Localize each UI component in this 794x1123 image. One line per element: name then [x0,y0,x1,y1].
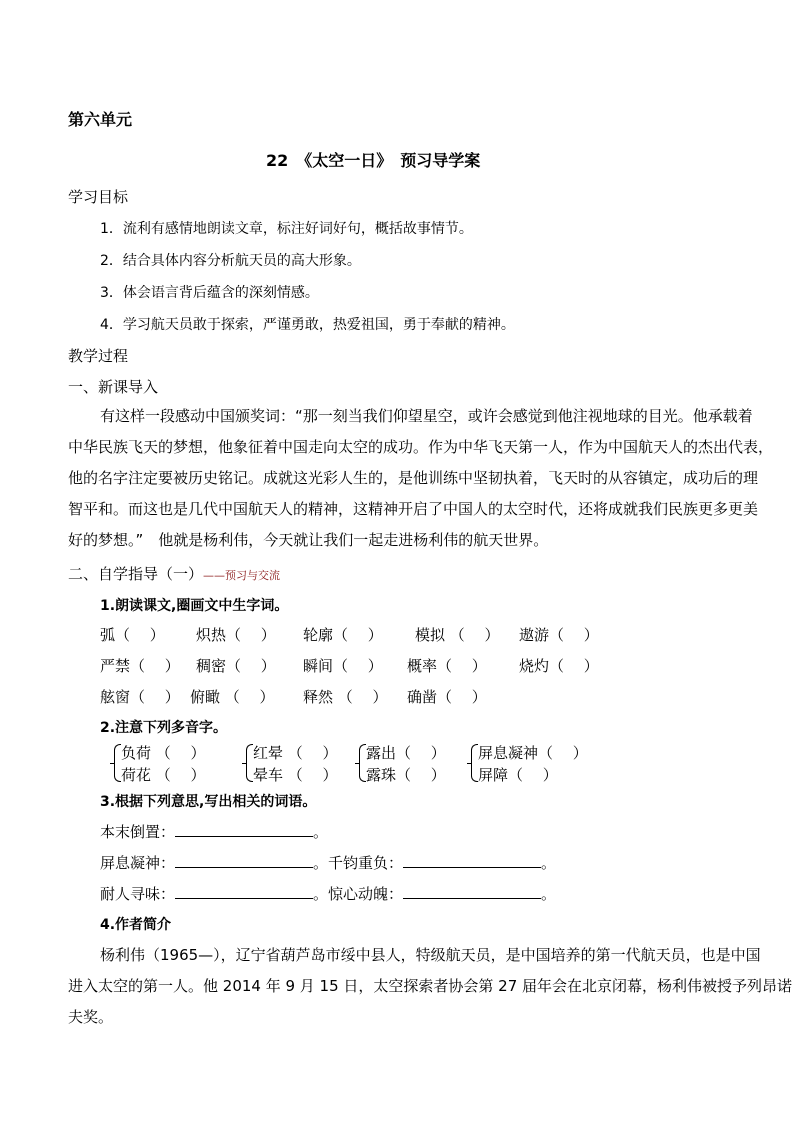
author-line: 进入太空的第一人。他 2014 年 9 月 15 日，太空探索者协会第 27 届年会在北京闭幕，杨利伟被授予列昂诺 [68,977,793,995]
word-cell: 确凿（ ） [407,688,487,706]
intro-line: 他的名字注定要被历史铭记。成就这光彩人生的，是他训练中坚韧执着，飞天时的从容镇定，成功后的理 [68,469,759,487]
polyphone-item: 红晕 （ ） [253,744,338,762]
intro-line: 好的梦想。” 他就是杨利伟，今天就让我们一起走进杨利伟的航天世界。 [68,531,549,549]
author-line: 杨利伟（1965—），辽宁省葫芦岛市绥中县人，特级航天员，是中国培养的第一代航天员，也是中国 [100,946,761,964]
fill-label: 。惊心动魄： [313,885,404,903]
brace-icon [114,744,121,782]
objectives-heading: 学习目标 [68,188,129,206]
polyphone-item: 屏障（ ） [478,766,558,784]
fill-label: 耐人寻味： [100,885,176,903]
answer-blank[interactable] [175,822,313,837]
word-cell: 弧（ ） [100,626,165,644]
objective-item: 1．流利有感情地朗读文章，标注好词好句，概括故事情节。 [100,221,473,237]
section1-heading: 一、新课导入 [68,378,159,396]
intro-line: 智平和。而这也是几代中国航天人的精神，这精神开启了中国人的太空时代，还将成就我们民族更多更美 [68,500,759,518]
word-cell: 瞬间（ ） [303,657,383,675]
word-cell: 俯瞰 （ ） [190,688,275,706]
fill-row [100,821,328,842]
word-cell: 舷窗（ ） [100,688,180,706]
objective-item: 4．学习航天员敢于探索，严谨勇敢，热爱祖国，勇于奉献的精神。 [100,317,515,333]
brace-icon [471,744,478,782]
word-cell: 烧灼（ ） [519,657,599,675]
q3-title: 3.根据下列意思,写出相关的词语。 [100,794,317,810]
unit-title: 第六单元 [68,110,133,129]
objective-item: 2．结合具体内容分析航天员的高大形象。 [100,253,361,269]
fill-label: 。千钧重负： [313,854,404,872]
process-heading: 教学过程 [68,347,129,365]
polyphone-item: 负荷 （ ） [121,744,206,762]
word-cell: 稠密（ ） [196,657,276,675]
word-cell: 严禁（ ） [100,657,180,675]
fill-row [100,852,556,873]
intro-line: 有这样一段感动中国颁奖词：“那一刻当我们仰望星空，或许会感觉到他注视地球的目光。他承载着 [100,407,753,425]
q1-title: 1.朗读课文,圈画文中生字词。 [100,598,289,614]
lesson-title: 22 《太空一日》 预习导学案 [266,151,481,170]
polyphone-item: 露珠（ ） [366,766,446,784]
section2-heading [68,563,280,584]
q4-title: 4.作者简介 [100,917,172,933]
q2-title: 2.注意下列多音字。 [100,720,228,736]
polyphone-item: 荷花 （ ） [121,766,206,784]
word-cell: 遨游（ ） [519,626,599,644]
author-line: 夫奖。 [68,1008,114,1026]
answer-blank[interactable] [175,853,313,868]
fill-label: 本末倒置： [100,823,176,841]
brace-icon [359,744,366,782]
word-cell: 炽热（ ） [196,626,276,644]
fill-end: 。 [313,823,329,841]
fill-end: 。 [541,885,557,903]
objective-item: 3．体会语言背后蕴含的深刻情感。 [100,285,319,301]
word-cell: 模拟 （ ） [415,626,500,644]
intro-line: 中华民族飞天的梦想，他象征着中国走向太空的成功。作为中华飞天第一人，作为中国航天人的杰出代表， [68,438,774,456]
section2-heading-text: 二、自学指导（一） [68,565,204,583]
polyphone-item: 晕车 （ ） [253,766,338,784]
answer-blank[interactable] [403,853,541,868]
word-cell: 释然 （ ） [303,688,388,706]
brace-icon [246,744,253,782]
section2-heading-note: ——预习与交流 [203,569,281,582]
fill-end: 。 [541,854,557,872]
word-cell: 概率（ ） [407,657,487,675]
fill-label: 屏息凝神： [100,854,176,872]
polyphone-item: 屏息凝神（ ） [478,744,588,762]
word-cell: 轮廓（ ） [303,626,383,644]
fill-row [100,883,556,904]
answer-blank[interactable] [175,884,313,899]
polyphone-item: 露出（ ） [366,744,446,762]
answer-blank[interactable] [403,884,541,899]
